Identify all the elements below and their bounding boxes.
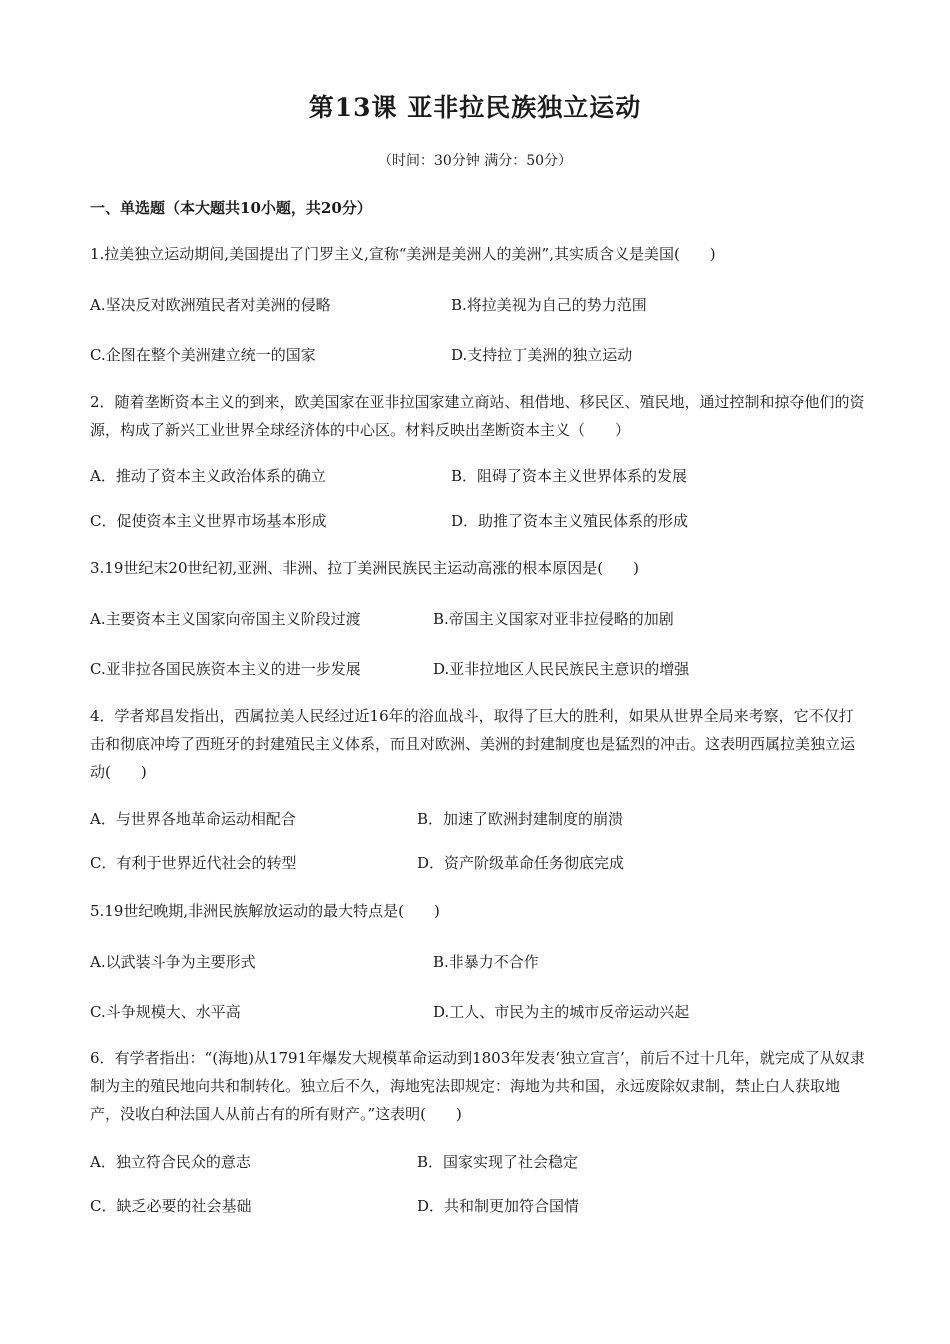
question-5-option-c: C.斗争规模大、水平高 (90, 1003, 241, 1021)
question-2-option-c: C．促使资本主义世界市场基本形成 (90, 512, 327, 530)
question-6-stem: 6．有学者指出：“(海地)从1791年爆发大规模革命运动到1803年发表‘独立宣言’，前后不过十几年，就完成了从奴隶制为主的殖民地向共和制转化。独立后不久，海地宪法即规定：海地为共和国，永远废除奴隶制，禁止白人获取地产，没收白种法国人从前占有的所有财产。”这表明( ) (90, 1049, 865, 1123)
question-5-option-a: A.以武装斗争为主要形式 (90, 953, 256, 971)
question-1-stem: 1.拉美独立运动期间,美国提出了门罗主义,宣称“美洲是美洲人的美洲”,其实质含义是美国( ) (90, 245, 716, 263)
question-6-option-d: D．共和制更加符合国情 (417, 1197, 580, 1215)
question-4-option-b: B．加速了欧洲封建制度的崩溃 (417, 810, 624, 828)
question-1-option-a: A.坚决反对欧洲殖民者对美洲的侵略 (90, 296, 331, 314)
question-2-stem: 2．随着垄断资本主义的到来，欧美国家在亚非拉国家建立商站、租借地、移民区、殖民地，通过控制和掠夺他们的资源，构成了新兴工业世界全球经济体的中心区。材料反映出垄断资本主义（ ） (90, 393, 865, 439)
question-3-option-c: C.亚非拉各国民族资本主义的进一步发展 (90, 660, 361, 678)
exam-info: （时间：30分钟 满分：50分） (377, 153, 573, 169)
question-4-option-d: D．资产阶级革命任务彻底完成 (417, 854, 625, 872)
question-5-stem: 5.19世纪晚期,非洲民族解放运动的最大特点是( ) (90, 902, 440, 920)
section-heading: 一、单选题（本大题共10小题，共20分） (90, 199, 372, 217)
question-6-option-b: B．国家实现了社会稳定 (417, 1153, 579, 1171)
question-6-option-c: C．缺乏必要的社会基础 (90, 1197, 252, 1215)
question-1-option-c: C.企图在整个美洲建立统一的国家 (90, 346, 316, 364)
question-3-stem: 3.19世纪末20世纪初,亚洲、非洲、拉丁美洲民族民主运动高涨的根本原因是( ) (90, 559, 639, 577)
question-2-option-b: B．阻碍了资本主义世界体系的发展 (451, 467, 688, 485)
question-4-option-a: A．与世界各地革命运动相配合 (90, 810, 296, 828)
question-2-option-a: A．推动了资本主义政治体系的确立 (90, 467, 326, 485)
question-5-option-b: B.非暴力不合作 (433, 953, 539, 971)
question-3-option-a: A.主要资本主义国家向帝国主义阶段过渡 (90, 610, 361, 628)
page-title: 第13课 亚非拉民族独立运动 (308, 93, 642, 122)
question-2-option-d: D．助推了资本主义殖民体系的形成 (451, 512, 689, 530)
question-6-option-a: A．独立符合民众的意志 (90, 1153, 251, 1171)
question-4-option-c: C．有利于世界近代社会的转型 (90, 854, 297, 872)
question-3-option-d: D.亚非拉地区人民民族民主意识的增强 (433, 660, 690, 678)
question-3-option-b: B.帝国主义国家对亚非拉侵略的加剧 (433, 610, 674, 628)
question-5-option-d: D.工人、市民为主的城市反帝运动兴起 (433, 1003, 690, 1021)
question-4-stem: 4．学者郑昌发指出，西属拉美人民经过近16年的浴血战斗，取得了巨大的胜利，如果从世界全局来考察，它不仅打击和彻底冲垮了西班牙的封建殖民主义体系，而且对欧洲、美洲的封建制度也是猛烈的冲击。这表明西属拉美独立运动( ) (90, 707, 856, 781)
question-1-option-b: B.将拉美视为自己的势力范围 (451, 296, 647, 314)
question-1-option-d: D.支持拉丁美洲的独立运动 (451, 346, 633, 364)
